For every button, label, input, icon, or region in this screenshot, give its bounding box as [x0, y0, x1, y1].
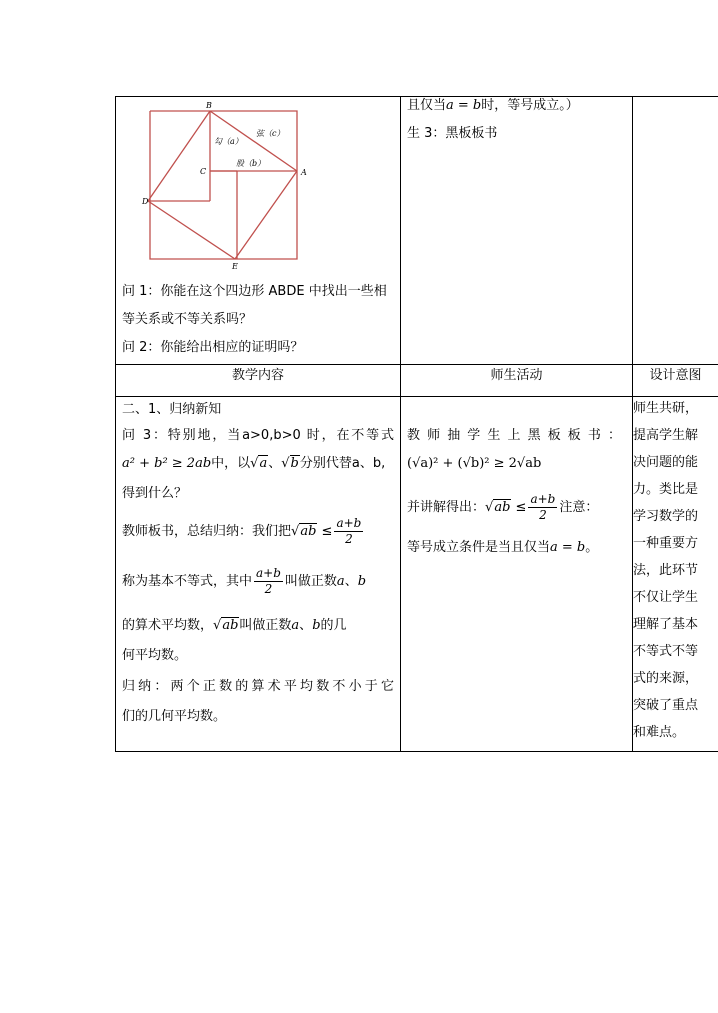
equality-pre: 且仅当 [407, 98, 447, 113]
header-intent: 设计意图 [649, 368, 702, 383]
activity-top [407, 92, 629, 148]
sqrt-ab: √ab [291, 524, 317, 539]
cond-pre: 等号成立条件是当且仅当 [407, 540, 551, 555]
basic-post: 叫做正数 [284, 574, 337, 589]
intent-line: 法，此环节 [633, 563, 699, 578]
conclusion-line-1: 归纳：两个正数的算术平均数不小于它 [122, 679, 394, 694]
fraction-am-2: $\frac{a+b}{2}$ [256, 566, 281, 596]
equality-post: 时，等号成立。） [481, 98, 579, 113]
label-gu: 股（b） [236, 159, 266, 168]
activity-explain-line [407, 492, 631, 523]
label-c: C [200, 167, 207, 176]
intent-line: 学习数学的 [633, 509, 699, 524]
activity-formula: (√a)² + (√b)² ≥ 2√ab [407, 456, 542, 471]
question-3-line-2 [122, 450, 398, 478]
intent-cell [633, 395, 715, 746]
q3-mid: 中，以 [211, 456, 251, 471]
intent-line: 不等式不等 [633, 644, 699, 659]
question-3-line-3: 得到什么？ [122, 486, 188, 501]
label-xian: 弦（c） [256, 129, 285, 138]
question-3-line-1: 问 3：特别地，当a>0,b>0 时，在不等式 [122, 428, 394, 443]
activity-condition [407, 534, 631, 562]
var-b: b [357, 574, 367, 589]
intent-line: 力。类比是 [633, 482, 699, 497]
basic-pre: 称为基本不等式，其中 [122, 574, 253, 589]
fraction-am: $\frac{a+b}{2}$ [336, 516, 362, 546]
side-eb [148, 111, 210, 201]
summary-pre: 教师板书，总结归纳：我们把 [122, 524, 292, 539]
dun: 、 [344, 574, 358, 589]
side-ad [235, 171, 297, 259]
intent-line: 一种重要方 [633, 536, 699, 551]
header-content: 教学内容 [231, 368, 284, 383]
cond-eq: a = b [550, 540, 586, 555]
var-b-2: b [312, 618, 321, 633]
note: 注意： [559, 500, 599, 515]
q3-sep: 、 [268, 456, 282, 471]
summary-line [122, 516, 398, 547]
question-1-line-1: 问 1：你能在这个四边形 ABDE 中找出一些相 [122, 284, 387, 299]
am-text: 的算术平均数， [122, 618, 214, 633]
gm-line-2: 何平均数。 [122, 648, 188, 663]
intent-line: 师生共研， [633, 401, 699, 416]
row-divider-bottom [115, 751, 718, 752]
activity-line-1: 教师抽学生上黑板板书： [407, 428, 621, 443]
leq-sign: ≤ [321, 524, 333, 539]
section-title: 二、1、归纳新知 [122, 402, 222, 417]
header-activity: 师生活动 [490, 368, 543, 383]
conclusion-line-2: 们的几何平均数。 [122, 709, 227, 724]
question-1 [122, 278, 396, 362]
intent-line: 和难点。 [633, 725, 686, 740]
intent-line: 不仅让学生 [633, 590, 699, 605]
col-divider-middle [400, 96, 401, 752]
sqrt-ab-2: √ab [213, 618, 239, 633]
gm-post: 的几 [320, 618, 347, 633]
cond-post: 。 [585, 540, 599, 555]
dun-2: 、 [299, 618, 313, 633]
side-de [148, 201, 235, 259]
intent-line: 突破了重点 [633, 698, 699, 713]
intent-line: 式的来源， [633, 671, 699, 686]
leq-sign-2: ≤ [515, 500, 527, 515]
sqrt-b: √b [281, 456, 299, 471]
explain-pre: 并讲解得出： [407, 500, 486, 515]
fraction-am-3: $\frac{a+b}{2}$ [530, 492, 556, 522]
zhaoshuang-figure [140, 100, 310, 272]
var-a-2: a [291, 618, 300, 633]
label-e: E [232, 262, 238, 271]
col-divider-left [115, 96, 116, 752]
intent-line: 提高学生解 [633, 428, 699, 443]
intent-line: 理解了基本 [633, 617, 699, 632]
question-2: 问 2：你能给出相应的证明吗？ [122, 340, 304, 355]
basic-inequality-line [122, 566, 398, 597]
equality-condition-line [407, 92, 629, 120]
equality-expr: a = b [446, 98, 482, 113]
inequality-formula: a² + b² ≥ 2ab [122, 456, 212, 471]
student-3-board: 生 3：黑板板书 [407, 126, 498, 141]
row-divider-header-top [115, 364, 718, 365]
q3-after: 分别代替a、b, [299, 456, 386, 471]
sqrt-ab-3: √ab [485, 500, 511, 515]
sqrt-a: √a [250, 456, 268, 471]
label-b: B [206, 101, 212, 110]
gm-mid: 叫做正数 [239, 618, 292, 633]
label-a: A [301, 168, 307, 177]
label-gou: 勾（a） [214, 137, 243, 146]
question-1-line-2: 等关系或不等关系吗？ [122, 312, 253, 327]
label-d: D [142, 197, 149, 206]
var-a: a [336, 574, 345, 589]
intent-line: 决问题的能 [633, 455, 699, 470]
mean-line [122, 612, 398, 640]
